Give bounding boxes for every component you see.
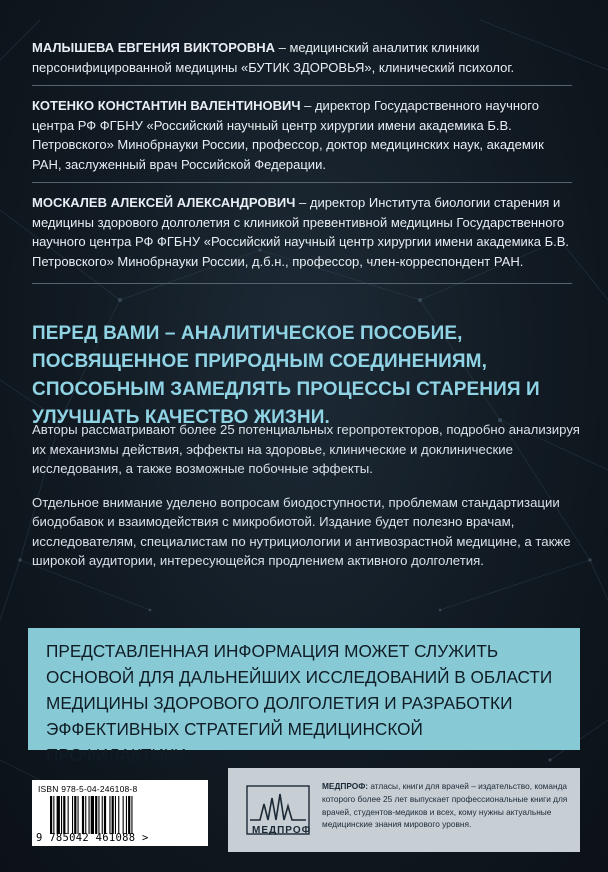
- barcode-bar: [104, 796, 106, 834]
- description-paragraph: Отдельное внимание уделено вопросам биодоступности, проблемам стандартизации биодобавок и взаимодействия с микробиотой. Издание будет полезно врачам, исследователям, специалистам по нутрициологии и антивозрастной медицине, а также широкой аудитории, интересующейся продлением активного долголетия.: [32, 494, 571, 568]
- barcode-bar: [53, 796, 54, 834]
- barcode-block: [32, 780, 208, 846]
- barcode-bar: [78, 796, 79, 834]
- barcode-bar: [98, 796, 99, 834]
- barcode-bar: [85, 796, 86, 834]
- barcode-bar: [91, 796, 94, 834]
- publisher-text: атласы, книги для врачей – издательство, команда которого более 25 лет выпускает профессиональные книги для врачей, студентов-медиков и всех, кому нужны актуальные медицинские знания мирового уровня.: [322, 781, 568, 830]
- barcode-bars: [50, 796, 200, 834]
- publisher-brand: МЕДПРОФ:: [322, 781, 369, 791]
- barcode-digits: 9 785042 461088 >: [36, 832, 149, 844]
- barcode-bar: [74, 796, 76, 834]
- description-paragraph: Авторы рассматривают более 25 потенциальных геропротекторов, подробно анализируя их механизмы действия, эффекты на здоровье, клинические и доклинические исследования, а также возможные побочные эффекты.: [32, 422, 580, 476]
- callout-text: ПРЕДСТАВЛЕННАЯ ИНФОРМАЦИЯ МОЖЕТ СЛУЖИТЬ ОСНОВОЙ ДЛЯ ДАЛЬНЕЙШИХ ИССЛЕДОВАНИЙ В ОБЛАСТИ МЕДИЦИНЫ ЗДОРОВОГО ДОЛГОЛЕТИЯ И РАЗРАБОТКИ ЭФФЕКТИВНЫХ СТРАТЕГИЙ МЕДИЦИНСКОЙ ПРОФИЛАКТИКИ.: [46, 641, 553, 765]
- barcode-bar: [89, 796, 90, 834]
- barcode-bar: [118, 796, 119, 834]
- logo-label: МЕДПРОФ: [252, 825, 312, 836]
- barcode-bar: [109, 796, 110, 834]
- barcode-bar: [57, 796, 60, 834]
- author-name: МОСКАЛЕВ АЛЕКСЕЙ АЛЕКСАНДРОВИЧ: [32, 195, 296, 210]
- barcode-bar: [61, 796, 62, 834]
- barcode-bar: [112, 796, 114, 834]
- author-name: МАЛЫШЕВА ЕВГЕНИЯ ВИКТОРОВНА: [32, 40, 275, 55]
- author-description: – директор Института биологии старения и медицины здорового долголетия с клиникой превентивной медицины Государственного научного центра РФ ФГБНУ «Российский научный центр хирургии имени академика Б.В. Петровского» Минобрнауки России, д.б.н., профессор, член-корреспондент РАН.: [32, 195, 570, 269]
- barcode-bar: [131, 796, 132, 834]
- lead-statement: ПЕРЕД ВАМИ – АНАЛИТИЧЕСКОЕ ПОСОБИЕ, ПОСВЯЩЕННОЕ ПРИРОДНЫМ СОЕДИНЕНИЯМ, СПОСОБНЫМ ЗАМЕДЛЯТЬ ПРОЦЕССЫ СТАРЕНИЯ И УЛУЧШАТЬ КАЧЕСТВО ЖИЗНИ.: [32, 323, 540, 428]
- barcode-bar: [68, 796, 69, 834]
- barcode-bar: [128, 796, 130, 834]
- author-entry: [32, 38, 572, 77]
- barcode-bar: [63, 796, 65, 834]
- author-entry: [32, 96, 572, 174]
- isbn-label: ISBN 978-5-04-246108-8: [38, 784, 138, 794]
- publisher-description: [322, 780, 572, 831]
- author-entry: [32, 193, 572, 271]
- author-description: – директор Государственного научного центра РФ ФГБНУ «Российский научный центр хирургии имени академика Б.В. Петровского» Минобрнауки России, профессор, доктор медицинских наук, академик РАН, заслуженный врач Российской Федерации.: [32, 98, 544, 172]
- barcode-bar: [82, 796, 84, 834]
- barcode-bar: [102, 796, 103, 834]
- divider: [32, 182, 572, 183]
- barcode-bar: [115, 796, 116, 834]
- authors-section: [32, 38, 572, 294]
- barcode-bar: [95, 796, 97, 834]
- author-name: КОТЕНКО КОНСТАНТИН ВАЛЕНТИНОВИЧ: [32, 98, 301, 113]
- publisher-block: [228, 768, 580, 852]
- description: [32, 420, 580, 585]
- barcode-bar: [123, 796, 124, 834]
- divider: [32, 283, 572, 284]
- barcode-bar: [72, 796, 73, 834]
- divider: [32, 85, 572, 86]
- callout-box: [28, 628, 580, 765]
- barcode-bar: [50, 796, 52, 834]
- barcode-bar: [126, 796, 127, 834]
- author-description: – медицинский аналитик клиники персонифицированной медицины «БУТИК ЗДОРОВЬЯ», клинический психолог.: [32, 40, 515, 75]
